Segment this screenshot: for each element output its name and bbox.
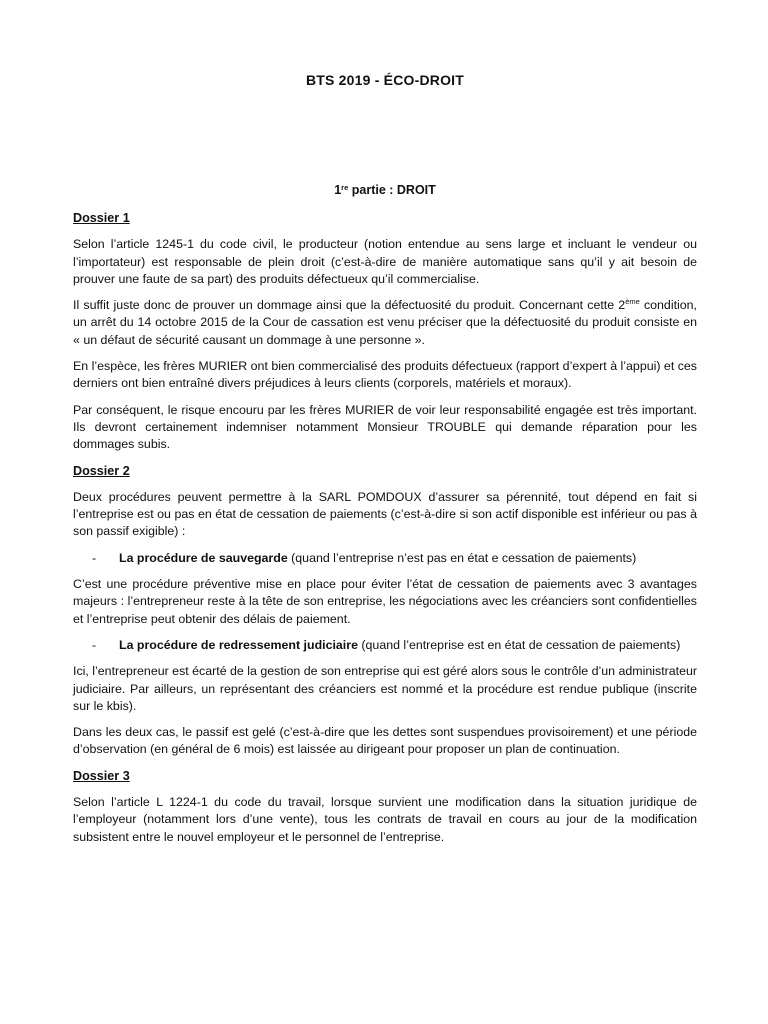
part-number: 1 xyxy=(334,183,342,197)
bullet-bold-text: La procédure de sauvegarde xyxy=(119,550,288,565)
dossier-1-p2-end: condition, un arrêt du 14 octobre 2015 de la Cour de cassation est venu préciser que la défectuosité du produit consiste en « un défaut de sécurité causant un dommage à une personne ». xyxy=(73,298,697,347)
document-body xyxy=(73,210,697,855)
dossier-2-paragraph-4: Dans les deux cas, le passif est gelé (c’est-à-dire que les dettes sont suspendues provisoirement) et une période d’observation (en général de 6 mois) est laissée au dirigeant pour proposer un plan de continuation. xyxy=(73,725,697,757)
dossier-3-heading: Dossier 3 xyxy=(73,768,130,783)
dossier-1-p2-start: Il suffit juste donc de prouver un dommage ainsi que la défectuosité du produit. Concernant cette 2 xyxy=(73,298,626,313)
dossier-1-heading: Dossier 1 xyxy=(73,211,130,225)
bullet-marker: - xyxy=(92,550,97,565)
bullet-bold-text: La procédure de redressement judiciaire xyxy=(119,637,358,652)
dossier-2-heading: Dossier 2 xyxy=(73,463,130,478)
bullet-text xyxy=(119,550,697,567)
dossier-3-paragraph-1: Selon l’article L 1224-1 du code du travail, lorsque survient une modification dans la situation juridique de l’employeur (notamment lors d’une vente), tous les contrats de travail en cours au jour de la modification subsistent entre le nouvel employeur et le personnel de l’entreprise. xyxy=(73,795,697,844)
dossier-2-paragraph-1: Deux procédures peuvent permettre à la SARL POMDOUX d’assurer sa pérennité, tout dépend en fait si l’entreprise est ou pas en état de cessation de paiements (c’est-à-dire si son actif disponible est inférieur ou pas à son passif exigible) : xyxy=(73,489,697,539)
dossier-1-paragraph-1: Selon l’article 1245-1 du code civil, le producteur (notion entendue au sens large et incluant le vendeur ou l’importateur) est responsable de plein droit (c’est-à-dire de manière automatique sans qu’il y ait besoin de prouver une faute de sa part) des produits défectueux qu’il commercialise. xyxy=(73,237,697,286)
dossier-1-paragraph-3: En l’espèce, les frères MURIER ont bien commercialisé des produits défectueux (rapport d’expert à l’appui) et ces derniers ont bien entraîné divers préjudices à leurs clients (corporels, matériels et moraux). xyxy=(73,359,697,391)
part-label: partie : DROIT xyxy=(348,183,436,197)
dossier-2-bullet-1 xyxy=(73,550,697,567)
bullet-text xyxy=(119,637,697,654)
dossier-2-bullet-2 xyxy=(73,637,697,654)
bullet-rest-text: (quand l’entreprise n’est pas en état e cessation de paiements) xyxy=(287,550,637,565)
part-title xyxy=(73,183,697,197)
dossier-1-p2-superscript: ème xyxy=(625,297,640,307)
bullet-rest-text: (quand l’entreprise est en état de cessation de paiements) xyxy=(357,637,681,652)
dossier-2-paragraph-3: Ici, l’entrepreneur est écarté de la gestion de son entreprise qui est géré alors sous le contrôle d’un administrateur judiciaire. Par ailleurs, un représentant des créanciers est nommé et la procédure est rendue publique (inscrite sur le kbis). xyxy=(73,664,698,713)
dossier-2-paragraph-2: C’est une procédure préventive mise en place pour éviter l’état de cessation de paiements avec 3 avantages majeurs : l’entrepreneur reste à la tête de son entreprise, les négociations avec les créanciers sont confidentielles et l’entreprise peut obtenir des délais de paiement. xyxy=(73,577,697,626)
dossier-1-paragraph-2 xyxy=(73,297,697,349)
document-title: BTS 2019 - ÉCO-DROIT xyxy=(305,72,465,88)
part-ordinal-suffix: re xyxy=(341,183,349,192)
dossier-1-paragraph-4: Par conséquent, le risque encouru par les frères MURIER de voir leur responsabilité engagée est très important. Ils devront certainement indemniser notamment Monsieur TROUBLE qui demande réparation pour les dommages subis. xyxy=(73,402,697,452)
bullet-marker: - xyxy=(92,637,97,652)
